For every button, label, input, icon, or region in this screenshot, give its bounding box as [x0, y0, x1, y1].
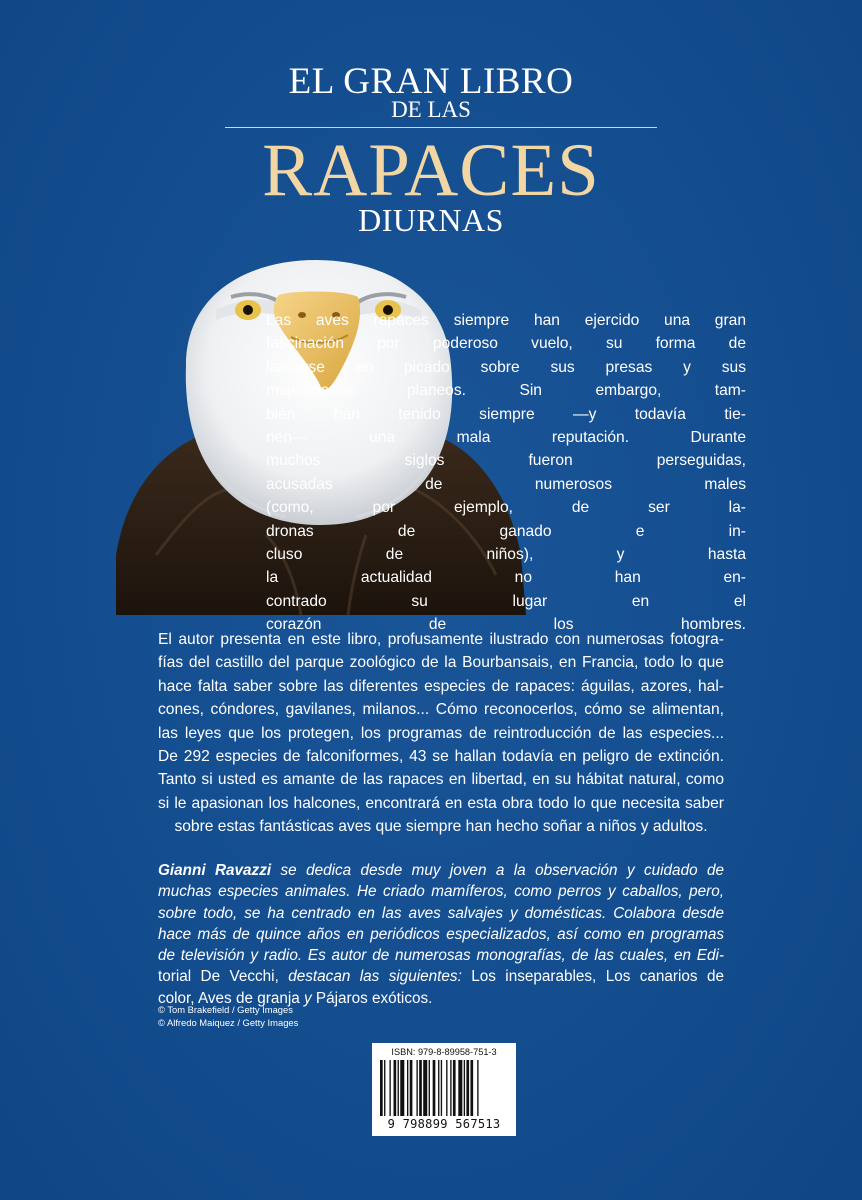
- author-bio-text: torial De Vecchi,: [158, 968, 279, 986]
- photo-credits: [158, 1004, 298, 1029]
- author-bio-line: [158, 860, 724, 881]
- isbn-barcode: [372, 1043, 516, 1136]
- intro-line: nen— una mala reputación. Durante: [266, 428, 746, 446]
- photo-credit: © Alfredo Maiquez / Getty Images: [158, 1016, 299, 1028]
- title-line-2: DE LAS: [391, 97, 471, 122]
- barcode-bar: [394, 1060, 397, 1116]
- barcode-bar: [410, 1060, 413, 1116]
- barcode-bar: [441, 1060, 442, 1116]
- intro-line: cluso de niños), y hasta: [266, 545, 746, 563]
- author-bio-line: [158, 966, 724, 987]
- barcode-bar: [446, 1060, 447, 1116]
- description-paragraph: [158, 628, 724, 839]
- barcode-bar: [438, 1060, 439, 1116]
- author-bio-line: de televisión y radio. Es autor de numerosas monografías, de las cuales, en Edi-: [158, 947, 724, 965]
- book-titles: color, Aves de granja: [158, 989, 300, 1007]
- description-line: sobre estas fantásticas aves que siempre han hecho soñar a niños y adultos.: [174, 818, 708, 836]
- intro-line: (como, por ejemplo, de ser la-: [266, 499, 746, 517]
- barcode-bar: [400, 1060, 404, 1116]
- title-main-word: RAPACES: [262, 129, 600, 212]
- photo-credit: © Tom Brakefield / Getty Images: [158, 1004, 293, 1015]
- barcode-digits: 9 798899 567513: [387, 1117, 501, 1131]
- barcode-bar: [389, 1060, 390, 1116]
- barcode-bar: [429, 1060, 430, 1116]
- barcode-bar: [384, 1060, 385, 1116]
- barcode-bar: [398, 1060, 399, 1116]
- title-line-1: EL GRAN LIBRO: [288, 61, 574, 102]
- intro-line: la actualidad no han en-: [266, 569, 746, 587]
- intro-line: Las aves rapaces siempre han ejercido una gran: [266, 312, 746, 329]
- intro-paragraph: [266, 309, 746, 636]
- barcode-bar: [380, 1060, 383, 1116]
- intro-line: fascinación por poderoso vuelo, su forma de: [266, 335, 746, 353]
- intro-line: majestuosos planeos. Sin embargo, tam-: [266, 382, 746, 400]
- intro-line: lanzarse en picado sobre sus presas y sus: [266, 358, 746, 376]
- author-bio-text: y: [304, 989, 312, 1007]
- barcode-bar: [464, 1060, 465, 1116]
- barcode-bar: [453, 1060, 456, 1116]
- author-bio-line: sobre todo, se ha centrado en las aves salvajes y domésticas. Colabora desde: [158, 904, 724, 922]
- description-line: hace falta saber sobre las diferentes especies de rapaces: águilas, azores, hal-: [158, 677, 724, 695]
- barcode-bar: [423, 1060, 427, 1116]
- author-bio-text: destacan las siguientes:: [288, 968, 462, 986]
- description-line: fías del castillo del parque zoológico de la Bourbansais, en Francia, todo lo que: [158, 654, 724, 672]
- barcode-bar: [477, 1060, 478, 1116]
- barcode-bar: [419, 1060, 422, 1116]
- author-name: Gianni Ravazzi: [158, 862, 272, 879]
- author-bio-line: muchas especies animales. He criado mamíferos, como perros y caballos, pero,: [158, 883, 724, 901]
- intro-line: acusadas de numerosos males: [266, 475, 746, 493]
- intro-line: contrado su lugar en el: [266, 592, 746, 610]
- intro-line: bién han tenido siempre —y todavía tie-: [266, 405, 746, 423]
- barcode-bars: [380, 1060, 508, 1116]
- barcode-bar: [470, 1060, 473, 1116]
- barcode-bar: [466, 1060, 469, 1116]
- barcode-bar: [450, 1060, 451, 1116]
- intro-line: corazón de los hombres.: [266, 616, 746, 634]
- description-line: El autor presenta en este libro, profusamente ilustrado con numerosas fotogra-: [158, 631, 724, 648]
- barcode-bar: [416, 1060, 417, 1116]
- description-line: si le apasionan los halcones, encontrará en esta obra todo lo que necesita saber: [158, 794, 724, 812]
- description-line: De 292 especies de falconiformes, 43 se hallan todavía en peligro de extinción.: [158, 747, 724, 765]
- book-titles: Pájaros exóticos.: [315, 989, 433, 1007]
- book-titles: Los inseparables, Los canarios de: [471, 968, 724, 986]
- author-bio: [158, 860, 724, 1009]
- title-line-4: DIURNAS: [358, 202, 504, 238]
- intro-line: dronas de ganado e in-: [266, 522, 746, 540]
- author-bio-text: se dedica desde muy joven a la observación y cuidado de: [280, 862, 724, 879]
- description-line: Tanto si usted es amante de las rapaces en libertad, en su hábitat natural, como: [158, 771, 724, 789]
- author-bio-line: hace más de quince años en periódicos especializados, así como en programas: [158, 925, 724, 943]
- intro-line: muchos siglos fueron perseguidas,: [266, 452, 746, 470]
- description-line: las leyes que los protegen, los programas de reintroducción de las especies...: [158, 724, 724, 742]
- barcode-bar: [433, 1060, 436, 1116]
- isbn-label: ISBN: 979-8-89958-751-3: [391, 1047, 497, 1057]
- barcode-bar: [407, 1060, 408, 1116]
- description-line: cones, cóndores, gavilanes, milanos... Cómo reconocerlos, cómo se alimentan,: [158, 701, 724, 719]
- barcode-bar: [458, 1060, 462, 1116]
